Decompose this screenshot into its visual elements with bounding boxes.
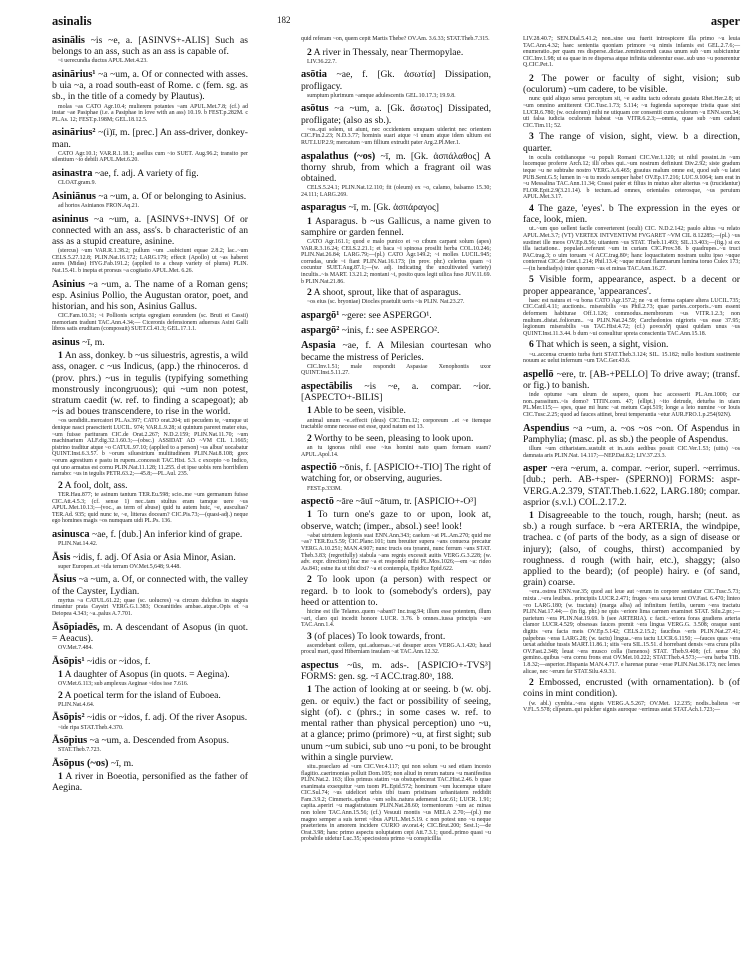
sense (52, 350, 248, 417)
sense (523, 339, 740, 350)
sense-text: That which is seen, a sight, vision. (536, 339, 669, 351)
sense-text: Visible form, appearance, aspect. b a decent or proper appearance, 'appearances'. (523, 274, 740, 297)
headword: Asiniānus (52, 190, 96, 202)
dictionary-entry (52, 69, 248, 123)
sense (52, 669, 248, 680)
entry-head-line (52, 337, 248, 348)
entry-head-line (52, 214, 248, 248)
entry-head-line (301, 151, 491, 185)
definition: ~(i)ī, m. [prec.] An ass-driver, donkey-man. (52, 127, 248, 150)
headword: Āsōpis¹ (52, 655, 85, 667)
dictionary-entry (52, 758, 248, 794)
running-head-last-word: asper (710, 14, 740, 28)
definition: ~gere: see ASPERGO¹. (341, 309, 432, 321)
sense-text: To turn one's gaze to or upon, look at, observe, watch; (imper., absol.) see! look! (301, 509, 491, 532)
entry-head-line (301, 381, 491, 403)
citation: TER.Hau.877; te asinum tantum TER.Eu.598; scio..me ~um germanum fuisse CIC.Att.4.5.3; (cf. sense 1) nec..tam stultus eram tamque uere ~us APUL.Met.10.13;—(voc., as term of abuse) quid tu autem huic, ~e, auscultas? TER.Ad. 935; quid nunc te, ~e, litteras doceam? CIC.Pis.73;—(quasi-adj.) neque ego homines magis ~os numquam uidi PL.Ps. 136. (52, 491, 248, 525)
sense (52, 771, 248, 793)
dictionary-entry (301, 496, 491, 656)
sense-text: The power or faculty of sight, vision; sub (oculorum) ~um cadere, to be visible. (523, 72, 740, 96)
headword: asinus (52, 336, 80, 348)
citation: OV.Met.7.484. (58, 645, 93, 652)
sense (301, 631, 491, 642)
citation: animal unum ~e..effecit (deus) CIC.Tim.12; corporeum ..et ~e itemque tractabile omne necesse est esse, quod natum est 13. (301, 417, 491, 431)
entry-head-line (52, 127, 248, 149)
dictionary-entry (52, 337, 248, 525)
sense-number: 2 (529, 677, 534, 689)
headword: Āsōpis² (52, 712, 85, 724)
citation: nunc quid aliquo sensu perceptum sit, ~e auditu tactu odoratu gustatu Rhet.Her.2.8; ut ~um omnino amitterent CIC.Tusc.1.73; 5.114; ~u fugienda saporeque tristia quae sint LUCR.6.780; (w. oculorum) mihi ne utiquam cor consentit cum oculorum ~u ENN.scen.34; uti falsa iudicia oculorum habeat ~us VITR.6.2.3;—omnia, quae sub ~um cadunt CIC.Tim.11; 52. (523, 96, 740, 129)
entry-head-line (52, 574, 248, 596)
entry-head-line (301, 310, 491, 321)
dictionary-entry (52, 622, 248, 652)
dictionary-entry (523, 36, 740, 69)
headword: Aspasia (301, 340, 336, 352)
dictionary-entry (52, 529, 248, 548)
entry-head-line (52, 191, 248, 202)
column-2 (301, 35, 491, 847)
sense-text: A river in Boeotia, personified as the father of Aegina. (52, 771, 248, 794)
definition: ~is ~e, a. [ASINVS+-ALIS] Such as belongs to an ass, such as an ass is capable of. (52, 35, 248, 58)
headword: Āsius (52, 574, 77, 586)
headword: aspectiō (301, 462, 337, 474)
sense (301, 433, 491, 444)
dictionary-entry (523, 369, 740, 419)
definition: ~ōnis, f. [ASPICIO+-TIO] The right of watching for, or observing, auguries. (301, 462, 491, 485)
sense-text: Worthy to be seen, pleasing to look upon. (314, 432, 474, 444)
citation: haec est natura et ~u bona CATO Agr.157.2; ne ~u et forma capiare altera LUCIL.735; CIC.Catil.4.11; auctionis.. miserabilis ~us Phil.2.73; quae partes..corporis..~um essent deformem habiturae Off.1.126; commodus..membrorum ~us VITR.1.2.3; non multum..distat..foliorum.. ~u PLIN.Nat.24.59; Carchedonios nigrioris ~us esse 37.95; legionum miserabilis ~us TAC.Hist.4.72; (cf.) μονοειδῆ quasi quidam unus ~us QUINT.Inst.11.3.44. b dum ~ui consulitur spreta conscientia TAC.Ann.15.18. (523, 297, 740, 337)
sense-number: 2 (307, 432, 312, 444)
sense (52, 690, 248, 701)
definition: ~a ~um, a. Descended from Asopus. (89, 735, 229, 747)
sense (301, 405, 491, 416)
definition: ~a ~um, a. Of, or connected with, the valley of the Cayster, Lydian. (52, 574, 248, 597)
citation: OV.Met.6.113; sub amplexus Aeginae ~idos isse 7.616. (58, 681, 189, 688)
headword: aspectō (301, 496, 334, 508)
sense-text: The gaze, 'eyes'. b The expression in the eyes or face, look, mien. (523, 202, 740, 226)
headword: Āsis (52, 551, 71, 563)
sense (523, 274, 740, 296)
running-head (52, 14, 740, 32)
headword: Āsōpius (52, 735, 88, 747)
entry-head-line (523, 369, 740, 391)
dictionary-entry (301, 340, 491, 377)
definition: ~inis, f.: see ASPERGO². (341, 325, 440, 337)
citation: ascendebant collem, qui..aduersas..~at desuper arces VERG.A.1.420; haud procul mari, quod Hiberniam insulam ~at TAC.Ann.12.32. (301, 642, 491, 656)
citation: CELS.5.24.1; PLIN.Nat.12.110; fit (oleum) ex ~o, calamo, balsamo 15.30; 24.111; LARG.269. (301, 185, 491, 198)
definition: ~ere, tr. [AB-+PELLO] To drive away; (transf. or fig.) to banish. (523, 368, 740, 392)
sense-number: 2 (529, 72, 534, 84)
entry-head-line (301, 462, 491, 484)
definition: ~ūs, m. ads-. [ASPICIO+-TVS³] FORMS: gen. sg. ~ī ACC.trag.80ᵃ, 188. (301, 660, 491, 683)
headword: aspalathus (~os) (301, 150, 376, 162)
sense-text: Embossed, encrusted (with ornamentation). b (of coins in mint condition). (523, 677, 740, 700)
dictionary-entry (52, 168, 248, 187)
citation: hicine est ille Telamo..quem ~abant? Inc.trag.94; illum esse potentem, illum ~ari, claro qui incedit honore LUCR. 3.76. b omnes..iussa principis ~are TAC.Ann.1.4. (301, 608, 491, 629)
dictionary-entry (301, 36, 491, 43)
definition: ~a ~um, a. The name of a Roman gens; esp. Asinius Pollio, the Augustan orator, poet, and historian, and his son, Asinius Gallus. (52, 278, 249, 312)
headword: asinusca (52, 528, 90, 540)
entry-head-line (52, 69, 248, 103)
citation: CLOAT.gram.9. (58, 180, 97, 187)
dictionary-entry (523, 463, 740, 714)
running-head-first-word: asinalis (52, 14, 92, 28)
citation: molas ~as CATO Agr.10.4; mulierem potantes ~am APUL.Met.7.8; (cf.) ad instar ~ae Pasiphae (i.e. a Pasiphae in love with an ass) 10.19. b FEST.p.282M. c PL.As. 12; FEST.p.198M; GEL.18.12.5. (52, 103, 248, 123)
sense-number: 1 (307, 405, 312, 417)
sense-text: A shoot, sprout, like that of asparagus. (313, 287, 462, 299)
sense-text: A fool, dolt, ass. (64, 479, 128, 491)
sense-number: 1 (529, 510, 534, 522)
citation: CATO Agr.161.1; quod e malo punico et ~o cibum carpant solum (apes) VAR.R.3.16.24; CELS.2.21.1; et baca ~i spinosa prosilit herba COL.10.246; PLIN.Nat.26.84; LARG.79;—(pl.) CATO Agr.149.2; ~i molles LUCIL.945; corrudas, unde ~i fiant PLIN.Nat.16.173; (in prov. phr.) celerius quam ~i cocuntur SUET.Aug.87.1;—(w. adj. indicating the uncultivated variety) incultis..~is MART. 13.21.2; montani ~i, posito quos legit uilica fuso JUV.11.69. b PLIN.Nat.21.86. (301, 238, 491, 285)
dictionary-entry (52, 656, 248, 709)
dictionary-entry (52, 214, 248, 275)
dictionary-entry (523, 73, 740, 365)
citation: inde optume ~am ulrum de supero, quom huc accesserit PL.Am.1000; cur non..parasitum..~is domo? TITIN.com. 47; (ellipt.) ~ito detrude, deturba in uiam PL.Mer.115;— spes, quae mi hunc ~at metum Capt.519; longe a leto numine ~or Iouis CIC.Tusc.2.25; quod ad fauces attinet, breui temperantia ~etur AUR.FRO.1.p.254(92N). (523, 392, 740, 419)
sense-text: Able to be seen, visible. (313, 405, 406, 417)
headword: Aspendius (523, 422, 570, 434)
dictionary-entry (301, 381, 491, 458)
entry-head-line (523, 423, 740, 445)
headword: asparagus (301, 202, 347, 214)
citation: quid referam ~on, quem cepit Martis Thebe? OV.Am. 3.6.33; STAT.Theb.7.315. (301, 36, 490, 42)
sense-number: 2 (307, 287, 312, 299)
sense (301, 684, 491, 762)
dictionary-entry (52, 191, 248, 210)
citation: STAT.Theb.7.723. (58, 747, 101, 754)
dictionary-entry (523, 423, 740, 460)
sense-number: 2 (307, 46, 312, 58)
sense-number: 3 (529, 131, 534, 143)
citation: ~os uendidit..mercatori PL.As.397; CATO orat.204; uti pecudem te, ~umque ut denique nasci praesciterit LUCIL. 974; VAR.L.9.28; si quintum pareret mater eius, ~um fuisse parituram CIC.de Orat.2.267; N.D.2.159; PLIN.Nat.11.70; ~um machinarium ALF.dig.32.1.60.3;—(obsc.) ASSIDAT AD ~VM CIL 1.1665; pistrino traditur atque ~o CATUL.97.10; (applied to a person) ~us albus' uocabatur QUINT.Inst.6.3.57. b ~orum siluestrium multitudinem PLIN.Nat.8.108; grex ~orum agrestium e pastu in rupem..concessit TAC.Hist. 5.3. c excepto ~o Indico, qui uno armatus est cornu PLIN.Nat.11.128; 11.255. d et ipse uobis rem horribilem narrabo: ~us in tegulis PETR.63.2;—45.8;—PL.Aul. 235. (52, 418, 248, 478)
sense-text: (of places) To look towards, front. (314, 630, 446, 642)
definition: ~āre ~āuī ~ātum, tr. [ASPICIO+-O³] (336, 496, 477, 508)
definition: ~ī, m. [Gk. ἀσπάλαθος] A thorny shrub, from which a fragrant oil was obtained. (301, 150, 491, 184)
sense (52, 480, 248, 491)
citation: in oculis cotidianoque ~u populi Romani CIC.Ver.1.120; ut nihil possint..in ~um lucemque proferre Arch.12; illi orbes qui..~um nostrum definiunt Div.2.92; siste gradum teque ~u ne subtrahe nostro VERG.A.6.465; grauius malum omne est, quod sub ~u latet PUB.Sent.G.5; lumen in ~u tu modo semper habe! OV.Ep.17.216; LUC.9.1064; iam erat in ~u Messalina TAC.Ann.11.34; Crassi pater et filius in mutuo alter alterius ~u (trucidantur) FLOR.Epit.2.9(3.21.14). b tectum..ad omnes, orientales ceterosque, ~us peruium APUL.Met.3.17. (523, 154, 740, 201)
column-1 (52, 35, 248, 798)
definition: ~is ~e, a. compar. ~ior. [ASPECTO+-BILIS] (301, 380, 491, 404)
citation: FEST.p.333M. (307, 485, 342, 492)
definition: ~idis, f. adj. Of Asia or Asia Minor, Asian. (72, 551, 236, 563)
sense-number: 5 (529, 274, 534, 286)
definition: ~ī, m. (82, 336, 105, 348)
sense (301, 216, 491, 238)
entry-head-line (52, 529, 248, 540)
sense (523, 677, 740, 699)
citation: ~era..ostrea ENN.var.35; quod aut leue aut ~erum in corpore sentiatur CIC.Tusc.5.73; mixta ..~era leuibus.. principiis LUCR.2.471; fruges ~era saxa terunt OV.Fast. 6.470; linteo ~ro LARG.180; (w. tractatu) (marga alba) ad infinitum fertilis, uerum ~era tractatu PLIN.Nat.17.44;— (in fig. phr.) ne quis ~eriore lima carmen examinet STAT. Silu.2.pr.;—parietum ~era PLIN.Nat.19.69. b (see ARTERIA). c facit..~eriora foras gradiens arteria clamor LUCR.4.529; obsessas fauces premit ~era lingua VERG.G. 3.508; oraque sunt digitis ~era facta meis OV.Ep.5.142; CELS.2.15.2; faucibus ~eris PLIN.Nat.27.41; palpebras ~eras LARG.28; (w. tactu) lingua..~era tactu LUCR.6.1150; —fauces quas ~era uexat adsidue tussis MART.11.86.1; sitis ~era SIL.15.51. d horrebant densis ~era crura pilis OV.Fast.2.348; leuat ~era musco colla (Ismenos) STAT. Theb.9.408; (cf. sense 3b) gemino..quibus ~era cornu frons erat OV.Met.10.222; STAT.Theb.4.573;—~era barba TIB. 1.8.32;—asperior..Hispania MAN.4.717. e harenae purae ~erae PLIN.Nat.36.173; nec lenes alicae, nec ~erum far STAT.Silu.4.9.31. (523, 589, 740, 675)
dictionary-entry (52, 712, 248, 731)
entry-head-line (301, 340, 491, 362)
entry-head-line (52, 758, 248, 769)
entry-head-line (301, 325, 491, 336)
citation: super Europen..et ~ida terram OV.Met.5,648; 9.448. (58, 563, 181, 570)
entry-head-line (301, 69, 491, 91)
citation: (stercus) ~um VAR.R.1.38.2; pullum ~um ..subiciunt equae 2.8.2; lac..~um CELS.5.27.12.8; PLIN.Nat.16.172; LARG.179; effecit (Apollo) ut ~as haberet aures (Midas) HYG.Fab.191.2; (applied to a cheap variety of plums) PLIN. Nat.15.41. b inepta et prorsus ~a cogitatio APUL.Met. 6.26. (52, 248, 248, 274)
dictionary-entry (301, 69, 491, 99)
dictionary-entry (301, 462, 491, 492)
entry-head-line (52, 279, 248, 313)
dictionary-entry (52, 552, 248, 571)
headword: asōtus (301, 103, 329, 115)
citation: ~os eius (sc. bryoniae) Diocles praetulit ueris ~is PLIN. Nat.23.27. (307, 299, 465, 306)
sense (523, 131, 740, 153)
definition: m. A descendant of Asopus (in quot. = Aeacus). (52, 621, 248, 644)
dictionary-entry (301, 47, 491, 66)
sense-number: 1 (307, 215, 312, 227)
sense-number: 1 (307, 684, 312, 696)
entry-head-line (52, 168, 248, 179)
definition: ~a ~um, a. Of or connected with asses. b uia ~a, a road south-east of Rome. c (fem. sg. as sb., in the title of a comedy by Plautus). (52, 69, 248, 103)
page-number: 182 (277, 15, 291, 25)
citation: ~abat uirtutem legionis suai ENN.Ann.343; caelum ~at PL.Am.270; quid me ~as? TER.Eu.5.59; CIC.Planc.101; tum breuiter supera ~ans conuexa precatur VERG.A.10.251; MAN.4.907; nunc trucis ora tyranni, nunc ferrum ~ans STAT. Theb.3.83; (regretfully) stabula ~ans regnis excessit auitis VERG.G.3.228; (w. adv. expr. direction) huc me ~a et respondé mihi PL.Mos.1026;—em ~a: rideo As.841; estne ita ut tibi dixi? ~a et contempla, Epidice Epid.622. (301, 532, 491, 572)
dictionary-entry (52, 735, 248, 754)
headword: asōtia (301, 69, 327, 81)
sense (523, 203, 740, 225)
definition: ~ī, m. (110, 758, 134, 770)
entry-head-line (52, 552, 248, 563)
headword: asinārius² (52, 127, 96, 139)
sense-number: 1 (58, 771, 63, 783)
sense-number: 2 (58, 689, 63, 701)
entry-head-line (301, 202, 491, 213)
sense (301, 287, 491, 298)
citation: ad hortos Asinianos FRON.Aq.21. (58, 202, 140, 209)
definition: ~idis or ~idos, f. (86, 655, 151, 667)
citation: ~ide ripa STAT.Theb.4.370. (58, 724, 124, 731)
entry-head-line (523, 463, 740, 508)
sense (301, 509, 491, 531)
dictionary-entry (52, 279, 248, 333)
sense (523, 510, 740, 588)
sense-text: A river in Thessaly, near Thermopylae. (313, 46, 464, 58)
dictionary-entry (301, 325, 491, 336)
citation: ~u..accensa cruento turba furit STAT.Theb.3.124; SIL. 15.182; nullo hostium sustinente nouum ac uelut infernum ~um TAC.Ger.43.6. (523, 351, 740, 365)
citation: ut..~um quo uellent facile converterent (oculi) CIC. N.D.2.142; paulo altius ~u relato APUL.Met.3.7; (VT) VERTEX INTVENTIVM FVGARET ~VM CIL 8.12285;—(pl.) ~us sustinet ille meos OV.Ep.8.56; uitantem ~us STAT. Theb.11.493; SIL.13.403;—(fig.) si ex illa iactatione.. populari..referunt ~um in curiam CIC.Prov.38. b quadrupes..~u truci PAC.trag.3; o uim toruam ~ī ACC.trag.80ᵃ; hanc loquacitatem nostram uultu ipso ~uque conterreat CIC.de Orat.1.214; Phil.13.4; ~uque micant flammarum lumina toruo Culex 173;—(in hendiadys) inter quorum ~us et minas TAC.Ann.16.27. (523, 226, 740, 272)
sense (301, 574, 491, 608)
entry-head-line (52, 656, 248, 667)
entry-head-line (52, 735, 248, 746)
dictionary-entry (301, 310, 491, 321)
dictionary-entry (52, 574, 248, 617)
headword: asininus (52, 213, 89, 225)
citation: illum ~um citharistam..sustulit et in..suis aedibus posuit CIC.Ver.1.53; (uitis) ~os damnata aris PLIN.Nat. 14.117;—NEP.Dat.8.2; LIV.37.23.3. (523, 446, 740, 459)
sense-number: 1 (58, 350, 63, 362)
sense-text: The range of vision, sight, view. b a direction, quarter. (523, 131, 740, 154)
definition: ~era ~erum, a. compar. ~erior, superl. ~errimus. [dub.; perh. AB-+sper- (SPERNO)] FORMS: aspr- VERG.A.2.379, STAT.Theb.1.622, LARG.180; compar. asprior (s.v.l.) COL.2.17.2. (523, 463, 740, 508)
sense-number: 1 (307, 509, 312, 521)
sense-number: 3 (307, 630, 312, 642)
entry-head-line (52, 35, 248, 57)
entry-head-line (301, 103, 491, 125)
dictionary-entry (301, 202, 491, 306)
sense-text: A poetical term for the island of Euboea. (64, 689, 221, 701)
citation: PLIN.Nat.4.64. (58, 701, 95, 708)
headword: Asinius (52, 278, 85, 290)
definition: ~a ~um, a. Of or belonging to Asinius. (98, 190, 247, 202)
entry-head-line (301, 496, 491, 507)
definition: ~a ~um, a. [Gk. ἄσωτος] Dissipated, profligate; (also as sb.). (301, 103, 491, 126)
dictionary-entry (52, 35, 248, 65)
citation: an tu ignoras nihil esse ~ius homini nato quam formam suam? APUL.Apol.14. (301, 444, 491, 458)
sense-text: A daughter of Asopus (in quots. = Aegina). (64, 668, 230, 680)
dictionary-entry (301, 660, 491, 843)
definition: ~idis or ~idos, f. adj. Of the river Asopus. (86, 712, 248, 724)
definition: ~ī, m. [Gk. ἀσπάραγος] (348, 202, 439, 214)
citation: myrtus ~a CATUL.61.22; quae (sc. uolucres) ~a circum dulcibus in stagnis rimantur prata Caystri VERG.G.1.383; Oceanitides ambae..atque..Opis et ~a Deiopea 4.343; ~a..palus A.7.701. (52, 597, 248, 618)
entry-head-line (52, 622, 248, 644)
definition: ~a ~um, a. [ASINVS+-INVS] Of or connected with an ass, ass's. b characteristic of an ass as a stupid creature, asinine. (52, 213, 249, 247)
definition: ~ae, f. [dub.] An inferior kind of grape. (91, 528, 243, 540)
citation: CATO Agr.10.1; VAR.R.1.18.1; asellus cum ~io SUET. Aug.96.2; transito per silentium ~io debili APUL.Met.6.20. (52, 150, 248, 164)
sense-text: To look upon (a person) with respect or regard. b to look to (somebody's orders), pay heed or attention to. (301, 574, 491, 608)
headword: Āsōpiadēs, (52, 621, 100, 633)
column-3 (523, 35, 740, 718)
headword: Āsōpus (~os) (52, 758, 109, 770)
sense-number: 1 (58, 668, 63, 680)
sense-text: An ass, donkey. b ~us siluestris, agrestis, a wild ass, onager. c ~us Indicus, (app.) the rhinoceros. d (prov. phrs.) ~us in tegulis (typifying something monstrously incongruous); qui ~um non potest, stratum caedit (w. ref. to finding a scapegoat); ab ~is ad boues transcendere, to rise in the world. (52, 350, 248, 418)
citation: ~os..qui solem, ut aiunt, nec occidentem umquam uiderint nec orientem CIC.Fin.2.23; N.D.3.77; hominis suari atque ~i unum atque idem ultium est RUT.LUP.2.9; mercatum ~um fillium extrudit pater Arg.2.Pl.Mer.1. (301, 126, 491, 146)
headword: asper (523, 463, 548, 475)
citation: (w. abl.) cymbia..~era signis VERG.A.5.267; OV.Met. 12.235; nodis..balteus ~er V.FL.5.578; clipeum..qui pulcher signis auroque ~errimus astat STAT.Ach.1.723;— (523, 700, 740, 714)
sense (523, 73, 740, 95)
citation: CIC.Inv.1.51; male respondit Aspasiae Xenophontis uxor QUINT.Inst.5.11.27. (301, 363, 491, 377)
citation: sumptum plurimum ~amque adulescentis GEL.10.17.3; 19.9.8. (307, 92, 456, 99)
dictionary-entry (301, 103, 491, 146)
dictionary-entry (52, 127, 248, 164)
definition: ~a ~um, a. ~os ~os ~on. Of Aspendus in Pamphylia; (masc. pl. as sb.) the people of Aspendus. (523, 422, 740, 445)
citation: CIC.Fam.10.31; ~i Pollionis scripta egregiam eorundem (sc. Bruti et Cassii) memoriam tradunt TAC.Ann.4.34;— Ciceronis defensionem aduersus Asini Galli libros satis eruditam (composuit) SUET.Cl.41.3; GEL.17.1.1. (52, 313, 248, 333)
definition: ~ae, f. adj. A variety of fig. (94, 167, 199, 179)
headword: aspectus (301, 660, 339, 672)
headword: asinālis (52, 35, 85, 46)
sense-text: The action of looking at or seeing. b (w. obj. gen. or equiv.) the fact or possibility of seeing, sight (of). c (phrs.; in some cases w. ref. to mental rather than physical perception) uno ~u, at a glance; primo (primore) ~u, at first sight; sub unum ~um subici, sub uno ~u poni, to be brought within a single purview. (301, 684, 491, 763)
headword: asinārius¹ (52, 69, 96, 80)
sense-number: 2 (307, 574, 312, 586)
entry-head-line (52, 712, 248, 723)
definition: ~ae, f. [Gk. ἀσωτία] Dissipation, profligacy. (301, 69, 491, 92)
sense-text: Disagreeable to the touch, rough, harsh; (neut. as sb.) a rough surface. b ~era ARTERIA, the windpipe, trachea. c (of parts of the body, as a sign of disease or injury); (also, of coughs, thirst) accompanied by roughness. d rough (with hair, etc.), shaggy; (also applied to the beard); (of people) hairy. e (of sand, grain) coarse. (523, 510, 740, 589)
entry-head-line (301, 660, 491, 682)
sense-number: 2 (58, 479, 63, 491)
dictionary-entry (301, 151, 491, 199)
definition: ~ae, f. A Milesian courtesan who became the mistress of Pericles. (301, 340, 491, 363)
citation: PLIN.Nat.14.42. (58, 541, 98, 548)
headword: aspellō (523, 368, 554, 380)
citation: ~i uerecundia ductus APUL.Met.4.23. (58, 58, 148, 65)
sense-number: 6 (529, 339, 534, 351)
citation: situ..praeclaro ad ~um CIC.Ver.4.117; qui non solum ~u sed etiam incesto flagitio..caerimonias polluit Dom.105; non aliud in rerum natura ~u manifestius PLIN.Nat.2. 163; illos primus statim ~us obstupefecerat TAC.Hist.2.46. b quae exanimata exsequitur ~um tuom PL.Epid.572; hominum ~um lucemque uitare CIC.Sul.74; ~us uidelicet urbis tibi tuam pristinam urbanitatem reddidit Fam.3.9.2; Cimmeris..quibus ~um solis..natura ademerat Luc.61; LUCR. 1.91; capita..aperiri ~u magistratuum PLIN.Nat.28.60; tormentorum ~um ac minas non tolere TAC.Ann.15.56; (cf.) Vesuuii montis ~us MELA 2.70;—(pl.) me magno semper a suis terret ~ibus APUL.Met.5.19. c non potest uno ~u neque praeteriens in amorem incidere CURIO av.orat.4; CIC.Brut.200; Sest.1;—de Orat.3.98; hanc primo aspectu uoluptatem cepi Att.7.3.1; quod..primo quasi ~u probabile uidetur Luc.35; speciosiora primo ~u conspicillia (301, 763, 491, 843)
headword: aspargō² (301, 325, 340, 337)
headword: asinastra (52, 167, 93, 179)
headword: aspectābilis (301, 380, 353, 392)
citation: LIV.36.22.7. (307, 58, 337, 65)
sense (301, 47, 491, 58)
headword: aspargō¹ (301, 309, 340, 321)
citation: LIV.28.40.7; SEN.Dial.5.41.2; non..sine usu fuerit introspicere illa primo ~u leuia TAC.Ann.4.32; haec sententia quoniam primore ~u nimis infamis est GEL.2.7.6;—enumeratio..per quam res disperse..dictae..reminiscendi causa unum sub ~um subiciuntur CIC.Inv.1.98; ut ea quae in re dispersa atque infinita uiderentur esse..sub uno ~u ponerentur Q.CIC.Pet.1. (523, 36, 740, 69)
sense-number: 4 (529, 202, 534, 214)
sense-text: Asparagus. b ~us Gallicus, a name given to samphire or garden fennel. (301, 215, 491, 238)
